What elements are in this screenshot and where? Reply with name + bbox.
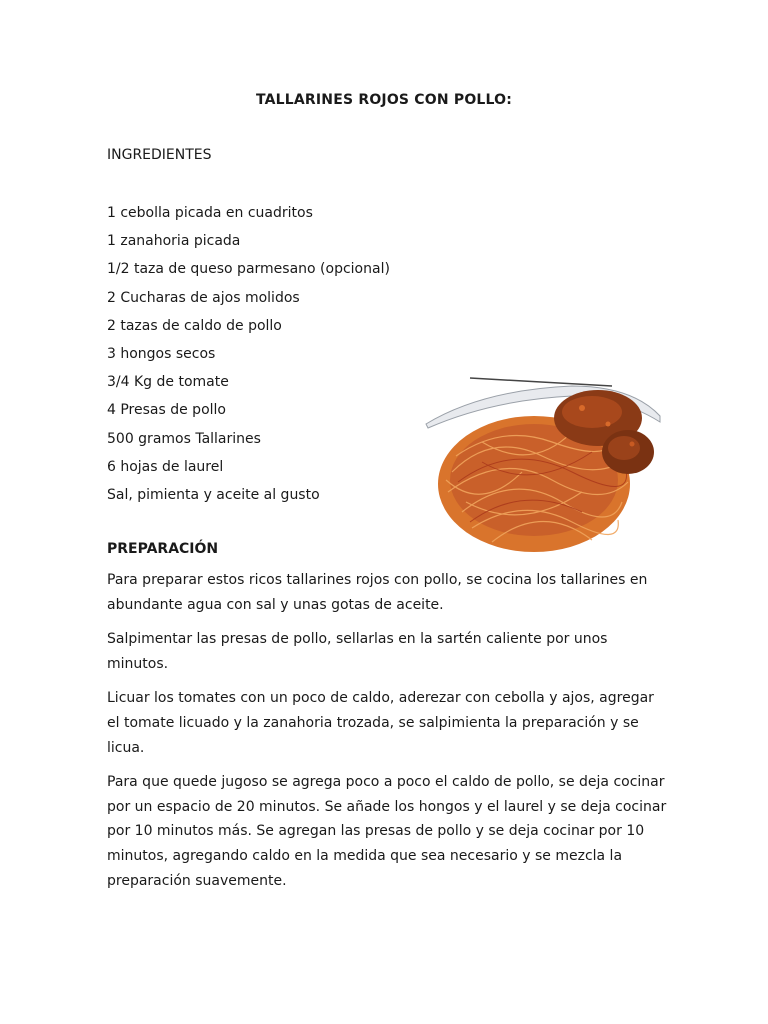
ingredient-item: 2 tazas de caldo de pollo: [107, 317, 282, 334]
ingredient-item: 1/2 taza de queso parmesano (opcional): [107, 261, 390, 278]
ingredient-item: 6 hojas de laurel: [107, 458, 224, 475]
ingredient-item: Sal, pimienta y aceite al gusto: [107, 486, 320, 503]
preparation-step: Para preparar estos ricos tallarines rojos con pollo, se cocina los tallarines en abundante agua con sal y unas gotas de aceite.: [107, 572, 648, 613]
preparation-heading: PREPARACIÓN: [107, 541, 219, 557]
ingredient-item: 1 zanahoria picada: [107, 233, 241, 250]
preparation-steps: [107, 568, 667, 903]
spaghetti-chicken-image: [422, 372, 666, 552]
ingredient-item: 1 cebolla picada en cuadritos: [107, 205, 313, 221]
ingredient-list: [107, 203, 390, 513]
ingredient-item: 500 gramos Tallarines: [107, 430, 261, 447]
ingredients-heading: INGREDIENTES: [107, 147, 212, 163]
ingredient-item: 3/4 Kg de tomate: [107, 374, 229, 391]
ingredient-item: 2 Cucharas de ajos molidos: [107, 289, 300, 306]
ingredient-item: 4 Presas de pollo: [107, 402, 226, 419]
preparation-step: Salpimentar las presas de pollo, sellarlas en la sartén caliente por unos minutos.: [107, 631, 608, 672]
ingredient-item: 3 hongos secos: [107, 345, 216, 362]
preparation-step: Licuar los tomates con un poco de caldo, aderezar con cebolla y ajos, agregar el tomate licuado y la zanahoria trozada, se salpimienta la preparación y se licua.: [107, 690, 654, 756]
recipe-title: TALLARINES ROJOS CON POLLO:: [255, 92, 513, 108]
preparation-step: Para que quede jugoso se agrega poco a poco el caldo de pollo, se deja cocinar por un espacio de 20 minutos. Se añade los hongos y el laurel y se deja cocinar por 10 minutos más. Se agregan las presas de pollo y se deja cocinar por 10 minutos, agregando caldo en la medida que sea necesario y se mezcla la preparación suavemente.: [107, 774, 667, 889]
